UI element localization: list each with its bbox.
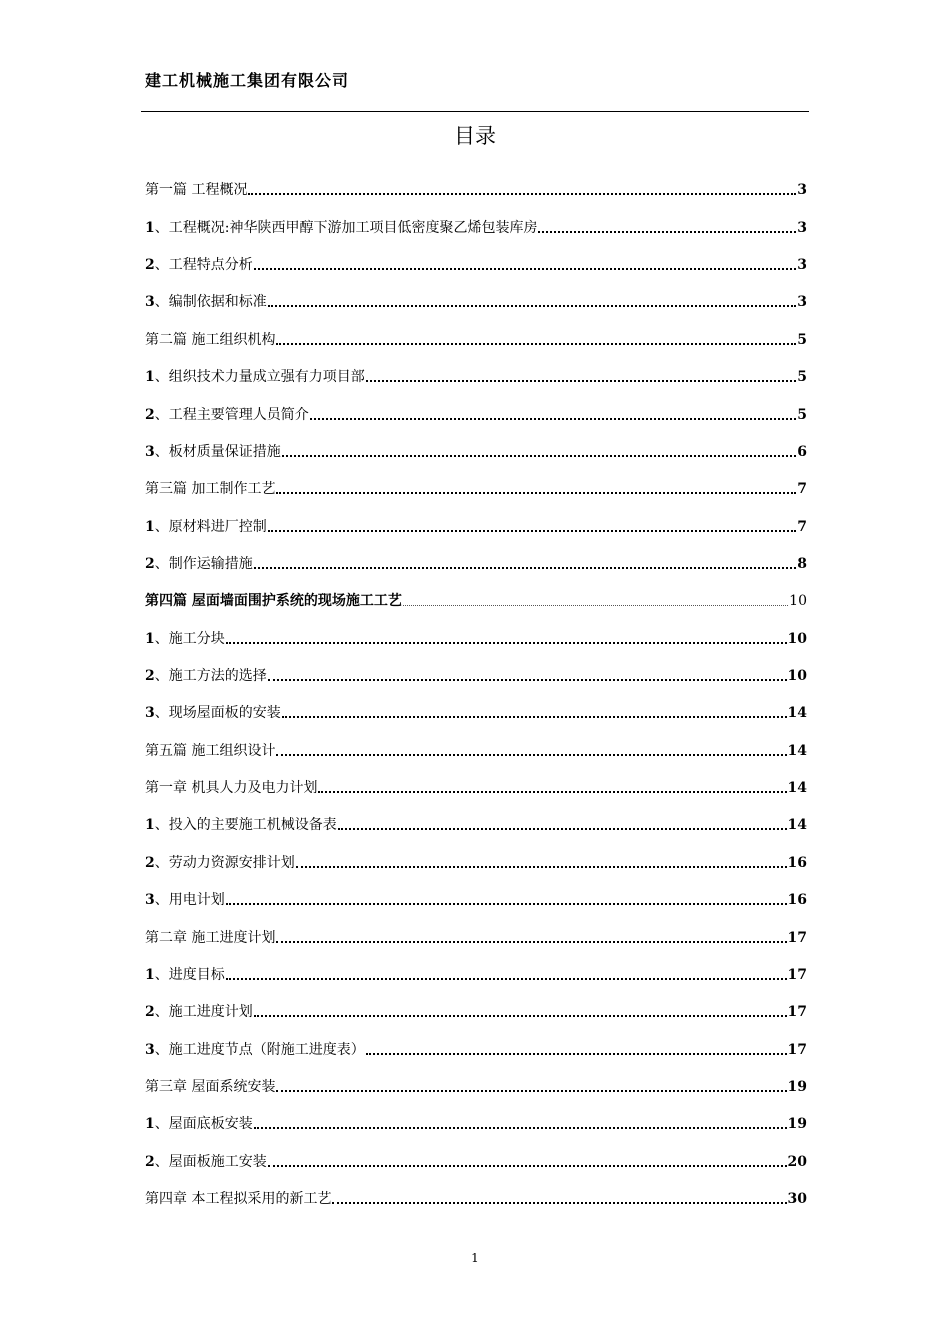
- dot-leader: [332, 1202, 786, 1204]
- toc-entry-page: 5: [797, 331, 807, 348]
- toc-entry-label: [145, 816, 337, 834]
- toc-entry-label: [145, 1153, 267, 1171]
- toc-entry-number: 2: [145, 1153, 155, 1170]
- toc-entry[interactable]: [145, 1105, 807, 1142]
- toc-entry-text: 第四篇 屋面墙面围护系统的现场施工工艺: [145, 593, 402, 610]
- toc-entry[interactable]: [145, 433, 807, 470]
- toc-entry-number: 1: [145, 219, 155, 236]
- toc-entry-text: 、施工进度节点（附施工进度表）: [154, 1041, 365, 1058]
- toc-entry[interactable]: [145, 806, 807, 843]
- toc-entry-text: 、工程主要管理人员简介: [154, 406, 309, 423]
- dot-leader: [276, 343, 796, 345]
- toc-entry[interactable]: [145, 1180, 807, 1217]
- toc-entry-page: 17: [787, 1004, 807, 1021]
- toc-entry-page: 30: [787, 1191, 807, 1208]
- toc-entry-label: [145, 555, 253, 573]
- dot-leader: [254, 567, 797, 569]
- toc-entry[interactable]: [145, 358, 807, 395]
- dot-leader: [296, 866, 787, 868]
- toc-entry-page: 17: [787, 929, 807, 946]
- toc-entry-text: 第二章 施工进度计划: [145, 929, 276, 946]
- toc-entry[interactable]: [145, 507, 807, 544]
- toc-entry[interactable]: [145, 470, 807, 507]
- toc-title: 目录: [454, 124, 496, 148]
- toc-entry-page: 3: [797, 219, 807, 236]
- dot-leader: [226, 903, 787, 905]
- toc-entry-number: 3: [145, 1041, 155, 1058]
- toc-entry-page: 14: [787, 742, 807, 759]
- toc-entry-page: 14: [787, 817, 807, 834]
- toc-entry-text: 第三章 屋面系统安装: [145, 1078, 276, 1095]
- toc-entry-text: 、组织技术力量成立强有力项目部: [154, 369, 365, 386]
- toc-entry[interactable]: [145, 956, 807, 993]
- toc-entry-text: 、用电计划: [154, 892, 225, 909]
- toc-entry-label: [145, 966, 225, 984]
- toc-entry-label: [145, 331, 275, 349]
- toc-entry-text: 、劳动力资源安排计划: [154, 854, 295, 871]
- toc-entry-label: [145, 293, 267, 311]
- toc-entry-label: [145, 1041, 365, 1059]
- toc-entry-number: 1: [145, 966, 155, 983]
- toc-entry-page: 17: [787, 966, 807, 983]
- dot-leader: [248, 193, 796, 195]
- toc-entry[interactable]: [145, 246, 807, 283]
- toc-entry-text: 、施工方法的选择: [154, 668, 267, 685]
- dot-leader: [276, 941, 786, 943]
- dot-leader: [276, 492, 796, 494]
- dot-leader: [268, 679, 787, 681]
- toc-entry[interactable]: [145, 320, 807, 357]
- toc-entry-number: 1: [145, 817, 155, 834]
- toc-entry-number: 3: [145, 705, 155, 722]
- toc-entry[interactable]: [145, 657, 807, 694]
- toc-entry-text: 、工程特点分析: [154, 257, 253, 274]
- toc-entry-page: 16: [787, 854, 807, 871]
- toc-entry[interactable]: [145, 1068, 807, 1105]
- toc-entry-label: [145, 406, 309, 424]
- toc-entry-number: 2: [145, 668, 155, 685]
- toc-entry-label: [145, 742, 275, 760]
- dot-leader: [254, 268, 797, 270]
- toc-entry-text: 、现场屋面板的安装: [154, 705, 281, 722]
- toc-entry-text: 、进度目标: [154, 966, 225, 983]
- toc-entry-number: 2: [145, 1004, 155, 1021]
- toc-entry-label: [145, 256, 253, 274]
- dot-leader: [282, 716, 787, 718]
- toc-entry-page: 20: [787, 1153, 807, 1170]
- toc-entry-number: 2: [145, 854, 155, 871]
- toc-entry-number: 1: [145, 1116, 155, 1133]
- toc-entry-label: [145, 854, 295, 872]
- toc-entry-label: [145, 181, 247, 199]
- company-header: 建工机械施工集团有限公司: [145, 71, 350, 90]
- toc-entry-number: 1: [145, 518, 155, 535]
- toc-entry-text: 、施工分块: [154, 630, 225, 647]
- toc-entry-page: 14: [787, 705, 807, 722]
- dot-leader: [254, 1127, 787, 1129]
- toc-entry-text: 、施工进度计划: [154, 1004, 253, 1021]
- toc-entry-page: 6: [797, 443, 807, 460]
- page-number: 1: [471, 1251, 479, 1265]
- toc-entry-page: 5: [797, 369, 807, 386]
- toc-entry-text: 第一章 机具人力及电力计划: [145, 780, 318, 797]
- dot-leader: [310, 418, 797, 420]
- toc-entry[interactable]: [145, 694, 807, 731]
- toc-entry[interactable]: [145, 731, 807, 768]
- toc-entry[interactable]: [145, 582, 807, 619]
- toc-entry-page: 3: [797, 257, 807, 274]
- toc-entry[interactable]: [145, 843, 807, 880]
- toc-entry-text: 第一篇 工程概况: [145, 182, 248, 199]
- toc-entry-page: 7: [797, 481, 807, 498]
- toc-entry-number: 3: [145, 892, 155, 909]
- toc-entry[interactable]: [145, 881, 807, 918]
- toc-entry-number: 2: [145, 555, 155, 572]
- dot-leader: [318, 791, 786, 793]
- toc-entry-page: 19: [787, 1078, 807, 1095]
- toc-entry[interactable]: [145, 395, 807, 432]
- dot-leader: [268, 530, 797, 532]
- toc-entry-label: [145, 704, 281, 722]
- toc-entry-page: 7: [797, 518, 807, 535]
- toc-entry-page: 3: [797, 182, 807, 199]
- toc-entry[interactable]: [145, 208, 807, 245]
- toc-entry-label: [145, 518, 267, 536]
- toc-entry[interactable]: [145, 769, 807, 806]
- dot-leader: [268, 1165, 787, 1167]
- toc-entry-text: 、工程概况:神华陕西甲醇下游加工项目低密度聚乙烯包装库房: [154, 219, 538, 236]
- toc-entry-label: [145, 480, 275, 498]
- toc-entry-text: 第二篇 施工组织机构: [145, 331, 276, 348]
- toc-entry-page: 5: [797, 406, 807, 423]
- dot-leader: [403, 605, 788, 606]
- toc-entry-number: 1: [145, 369, 155, 386]
- dot-leader: [366, 380, 797, 382]
- toc-entry-label: [145, 891, 225, 909]
- toc-entry-text: 、制作运输措施: [154, 555, 253, 572]
- toc-entry-text: 、原材料进厂控制: [154, 518, 267, 535]
- toc-entry-label: [145, 1190, 331, 1208]
- toc-entry-label: [145, 1078, 275, 1096]
- toc-entry-label: [145, 368, 365, 386]
- table-of-contents: [145, 171, 807, 1217]
- toc-entry-page: 16: [787, 892, 807, 909]
- dot-leader: [254, 1015, 787, 1017]
- toc-entry[interactable]: [145, 619, 807, 656]
- toc-entry[interactable]: [145, 171, 807, 208]
- dot-leader: [276, 1090, 786, 1092]
- toc-entry-page: 19: [787, 1116, 807, 1133]
- toc-entry-page: 14: [787, 780, 807, 797]
- toc-entry-number: 2: [145, 406, 155, 423]
- toc-entry-page: 10: [787, 668, 807, 685]
- toc-entry-number: 2: [145, 257, 155, 274]
- toc-entry[interactable]: [145, 283, 807, 320]
- toc-entry-text: 、板材质量保证措施: [154, 443, 281, 460]
- toc-entry-text: 第五篇 施工组织设计: [145, 742, 276, 759]
- toc-entry[interactable]: [145, 1142, 807, 1179]
- toc-entry-text: 第三篇 加工制作工艺: [145, 481, 276, 498]
- toc-entry-number: 3: [145, 294, 155, 311]
- dot-leader: [276, 754, 786, 756]
- toc-entry[interactable]: [145, 1030, 807, 1067]
- toc-entry-number: 3: [145, 443, 155, 460]
- toc-entry[interactable]: [145, 545, 807, 582]
- toc-entry-label: [145, 630, 225, 648]
- toc-entry-label: [145, 219, 537, 237]
- toc-entry-page: 10: [787, 630, 807, 647]
- dot-leader: [538, 231, 796, 233]
- toc-entry-label: [145, 1003, 253, 1021]
- toc-entry-label: [145, 443, 281, 461]
- toc-entry-text: 第四章 本工程拟采用的新工艺: [145, 1191, 332, 1208]
- dot-leader: [282, 455, 797, 457]
- toc-entry-page: 8: [797, 555, 807, 572]
- header-rule: [141, 111, 809, 112]
- dot-leader: [226, 642, 787, 644]
- toc-entry-text: 、投入的主要施工机械设备表: [154, 817, 337, 834]
- toc-entry[interactable]: [145, 993, 807, 1030]
- dot-leader: [338, 828, 787, 830]
- toc-entry-label: [145, 929, 275, 947]
- toc-entry-label: [145, 779, 317, 797]
- toc-entry-text: 、屋面底板安装: [154, 1116, 253, 1133]
- toc-entry-label: [145, 1115, 253, 1133]
- toc-entry-label: [145, 667, 267, 685]
- toc-entry-page: 10: [789, 593, 807, 610]
- dot-leader: [226, 978, 787, 980]
- toc-entry-label: [145, 592, 402, 610]
- toc-entry-text: 、屋面板施工安装: [154, 1153, 267, 1170]
- toc-entry-text: 、编制依据和标准: [154, 294, 267, 311]
- toc-entry-page: 3: [797, 294, 807, 311]
- toc-entry-number: 1: [145, 630, 155, 647]
- toc-entry-page: 17: [787, 1041, 807, 1058]
- dot-leader: [366, 1053, 787, 1055]
- dot-leader: [268, 305, 797, 307]
- toc-entry[interactable]: [145, 918, 807, 955]
